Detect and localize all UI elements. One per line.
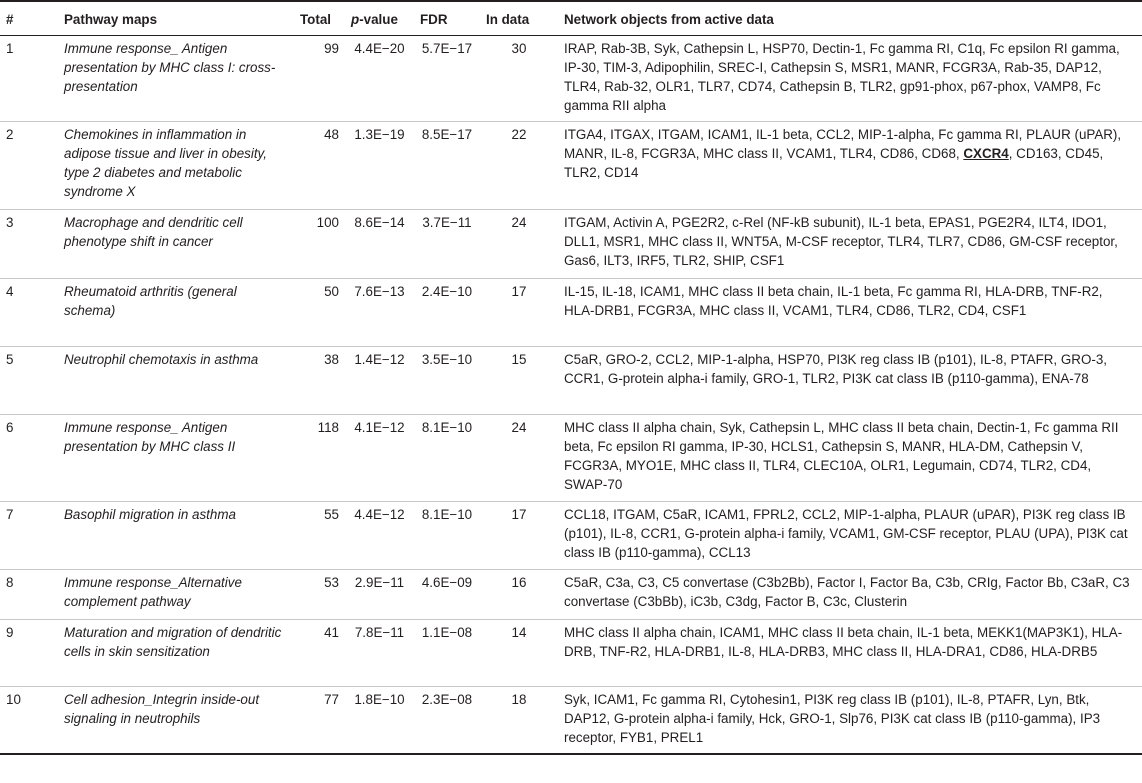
- header-total: Total: [294, 1, 345, 35]
- network-objects: [558, 278, 1142, 346]
- row-number: 4: [0, 278, 58, 346]
- objects-text-after: , CD163, CD45, TLR2, CD14: [564, 145, 1104, 181]
- objects-text: MHC class II alpha chain, ICAM1, MHC class II beta chain, IL-1 beta, MEKK1(MAP3K1), HLA-DRB, TNF-R2, HLA-DRB1, IL-8, HLA-DRB3, MHC class II, HLA-DRA1, CD86, HLA-DRB5: [564, 624, 1123, 659]
- row-number: 9: [0, 619, 58, 686]
- row-number: 5: [0, 346, 58, 414]
- total-value: 100: [294, 209, 345, 278]
- in-data-value: 24: [480, 209, 558, 278]
- table-row: [0, 209, 1142, 278]
- p-value: 7.6E−13: [345, 278, 414, 346]
- objects-text: C5aR, GRO-2, CCL2, MIP-1-alpha, HSP70, PI3K reg class IB (p101), IL-8, PTAFR, GRO-3, CCR1, G-protein alpha-i family, GRO-1, TLR2, PI3K cat class IB (p110-gamma), ENA-78: [564, 351, 1108, 386]
- fdr-value: 5.7E−17: [414, 35, 480, 121]
- network-objects: [558, 346, 1142, 414]
- total-value: 118: [294, 414, 345, 501]
- objects-highlight-cxcr4: CXCR4: [963, 145, 1009, 161]
- fdr-value: 8.5E−17: [414, 121, 480, 209]
- table-body: [0, 35, 1142, 754]
- header-p-suffix: -value: [359, 12, 398, 27]
- total-value: 50: [294, 278, 345, 346]
- total-value: 53: [294, 569, 345, 619]
- in-data-value: 17: [480, 501, 558, 569]
- network-objects: [558, 414, 1142, 501]
- p-value: 1.3E−19: [345, 121, 414, 209]
- row-number: 3: [0, 209, 58, 278]
- pathway-name: Macrophage and dendritic cell phenotype shift in cancer: [58, 209, 294, 278]
- table-row: [0, 569, 1142, 619]
- pathway-name: Rheumatoid arthritis (general schema): [58, 278, 294, 346]
- table-row: [0, 619, 1142, 686]
- table-row: [0, 346, 1142, 414]
- total-value: 77: [294, 686, 345, 754]
- pathway-name: Chemokines in inflammation in adipose tissue and liver in obesity, type 2 diabetes and metabolic syndrome X: [58, 121, 294, 209]
- in-data-value: 14: [480, 619, 558, 686]
- table-row: [0, 121, 1142, 209]
- fdr-value: 3.5E−10: [414, 346, 480, 414]
- row-number: 7: [0, 501, 58, 569]
- row-number: 10: [0, 686, 58, 754]
- header-p-italic: p: [351, 12, 360, 27]
- in-data-value: 30: [480, 35, 558, 121]
- fdr-value: 8.1E−10: [414, 414, 480, 501]
- in-data-value: 17: [480, 278, 558, 346]
- total-value: 41: [294, 619, 345, 686]
- table-row: [0, 35, 1142, 121]
- objects-text: CCL18, ITGAM, C5aR, ICAM1, FPRL2, CCL2, MIP-1-alpha, PLAUR (uPAR), PI3K reg class IB (p101), IL-8, CCR1, G-protein alpha-i family, VCAM1, GM-CSF receptor, PLAU (UPA), PI3K cat class IB (p110-gamma), CCL13: [564, 506, 1128, 561]
- table-row: [0, 686, 1142, 754]
- network-objects: [558, 121, 1142, 209]
- in-data-value: 16: [480, 569, 558, 619]
- pathway-name: Neutrophil chemotaxis in asthma: [58, 346, 294, 414]
- objects-text: IRAP, Rab-3B, Syk, Cathepsin L, HSP70, Dectin-1, Fc gamma RI, C1q, Fc epsilon RI gamma, IP-30, TIM-3, Adipophilin, SREC-I, Cathepsin S, MSR1, MANR, FCGR3A, Rab-35, DAP12, TLR4, Rab-32, OLR1, TLR7, CD74, Cathepsin B, TLR2, gp91-phox, p67-phox, VAMP8, Fc gamma RII alpha: [564, 40, 1120, 114]
- fdr-value: 2.4E−10: [414, 278, 480, 346]
- header-pathway-maps: Pathway maps: [58, 1, 294, 35]
- p-value: 7.8E−11: [345, 619, 414, 686]
- row-number: 1: [0, 35, 58, 121]
- total-value: 38: [294, 346, 345, 414]
- header-network-objects: Network objects from active data: [558, 1, 1142, 35]
- in-data-value: 15: [480, 346, 558, 414]
- pathway-name: Immune response_Alternative complement pathway: [58, 569, 294, 619]
- objects-text: IL-15, IL-18, ICAM1, MHC class II beta chain, IL-1 beta, Fc gamma RI, HLA-DRB, TNF-R2, HLA-DRB1, FCGR3A, MHC class II, VCAM1, TLR4, CD86, TLR2, CD4, CSF1: [564, 283, 1103, 318]
- table-row: [0, 414, 1142, 501]
- total-value: 48: [294, 121, 345, 209]
- header-number: #: [0, 1, 58, 35]
- p-value: 4.1E−12: [345, 414, 414, 501]
- objects-text: C5aR, C3a, C3, C5 convertase (C3b2Bb), Factor I, Factor Ba, C3b, CRIg, Factor Bb, C3aR, C3 convertase (C3bBb), iC3b, C3dg, Factor B, C3c, Clusterin: [564, 574, 1130, 609]
- in-data-value: 22: [480, 121, 558, 209]
- fdr-value: 8.1E−10: [414, 501, 480, 569]
- in-data-value: 18: [480, 686, 558, 754]
- objects-text: MHC class II alpha chain, Syk, Cathepsin L, MHC class II beta chain, Dectin-1, Fc gamma RII beta, Fc epsilon RI gamma, IP-30, HCLS1, Cathepsin S, MANR, HLA-DM, Cathepsin V, FCGR3A, MYO1E, MHC class II, TLR4, CLEC10A, OLR1, Legumain, CD74, TLR2, CD4, SWAP-70: [564, 419, 1119, 493]
- objects-text: ITGAM, Activin A, PGE2R2, c-Rel (NF-kB subunit), IL-1 beta, EPAS1, PGE2R4, ILT4, IDO1, DLL1, MSR1, MHC class II, WNT5A, M-CSF receptor, TLR4, TLR7, CD86, GM-CSF receptor, Gas6, ILT3, IRF5, TLR2, SHIP, CSF1: [564, 214, 1118, 269]
- p-value: 4.4E−20: [345, 35, 414, 121]
- network-objects: [558, 35, 1142, 121]
- total-value: 55: [294, 501, 345, 569]
- header-in-data: In data: [480, 1, 558, 35]
- table-row: [0, 501, 1142, 569]
- fdr-value: 2.3E−08: [414, 686, 480, 754]
- pathway-name: Maturation and migration of dendritic cells in skin sensitization: [58, 619, 294, 686]
- table-header: [0, 1, 1142, 35]
- row-number: 8: [0, 569, 58, 619]
- network-objects: [558, 569, 1142, 619]
- pathway-name: Cell adhesion_Integrin inside-out signaling in neutrophils: [58, 686, 294, 754]
- p-value: 1.8E−10: [345, 686, 414, 754]
- pathway-name: Immune response_ Antigen presentation by MHC class II: [58, 414, 294, 501]
- pathway-name: Basophil migration in asthma: [58, 501, 294, 569]
- header-p-value: [345, 1, 414, 35]
- objects-text: ITGA4, ITGAX, ITGAM, ICAM1, IL-1 beta, CCL2, MIP-1-alpha, Fc gamma RI, PLAUR (uPAR), MANR, IL-8, FCGR3A, MHC class II, VCAM1, TLR4, CD86, CD68,: [564, 126, 1122, 161]
- p-value: 4.4E−12: [345, 501, 414, 569]
- network-objects: [558, 686, 1142, 754]
- total-value: 99: [294, 35, 345, 121]
- network-objects: [558, 619, 1142, 686]
- p-value: 2.9E−11: [345, 569, 414, 619]
- table-row: [0, 278, 1142, 346]
- header-fdr: FDR: [414, 1, 480, 35]
- p-value: 8.6E−14: [345, 209, 414, 278]
- in-data-value: 24: [480, 414, 558, 501]
- network-objects: [558, 209, 1142, 278]
- objects-text: Syk, ICAM1, Fc gamma RI, Cytohesin1, PI3K reg class IB (p101), IL-8, PTAFR, Lyn, Btk, DAP12, G-protein alpha-i family, Hck, GRO-1, Slp76, PI3K cat class IB (p110-gamma), IP3 receptor, FYB1, PREL1: [564, 691, 1101, 746]
- fdr-value: 3.7E−11: [414, 209, 480, 278]
- row-number: 6: [0, 414, 58, 501]
- header-row: [0, 1, 1142, 35]
- network-objects: [558, 501, 1142, 569]
- row-number: 2: [0, 121, 58, 209]
- p-value: 1.4E−12: [345, 346, 414, 414]
- fdr-value: 1.1E−08: [414, 619, 480, 686]
- fdr-value: 4.6E−09: [414, 569, 480, 619]
- pathway-name: Immune response_ Antigen presentation by MHC class I: cross-presentation: [58, 35, 294, 121]
